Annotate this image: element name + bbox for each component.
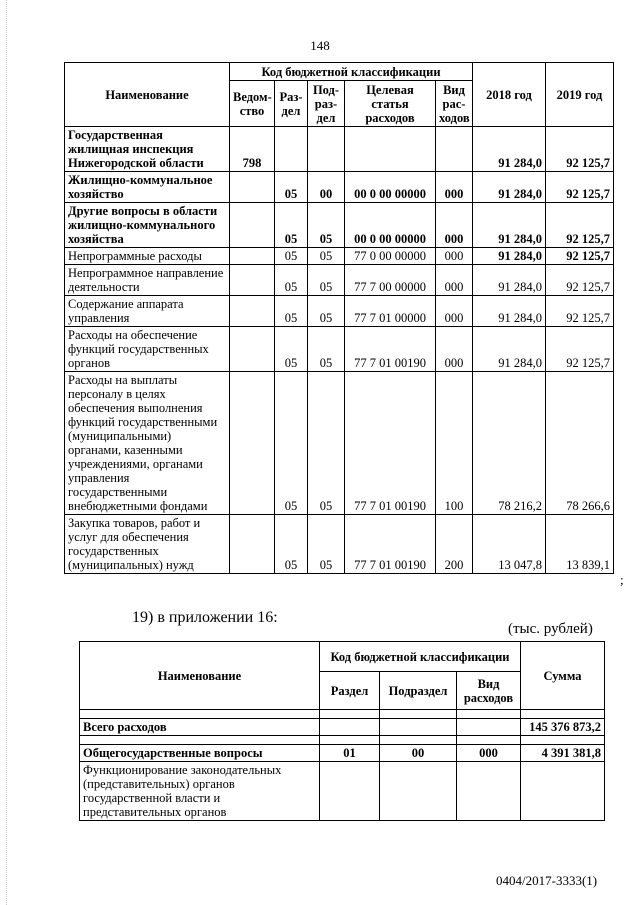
row-target: 77 0 00 00000 (345, 248, 436, 265)
table-row (65, 172, 614, 203)
row-2018: 13 047,8 (473, 515, 546, 574)
row-dept (230, 248, 275, 265)
header-subsection: Под-раз-дел (308, 81, 345, 127)
row-section: 05 (275, 327, 308, 372)
row-name: Непрограммные расходы (65, 248, 230, 265)
table-row (65, 127, 614, 172)
row-section (320, 719, 380, 736)
row-2018: 91 284,0 (473, 248, 546, 265)
row-2018: 91 284,0 (473, 203, 546, 248)
row-exp-type: 200 (436, 515, 473, 574)
header-section: Раздел (320, 672, 380, 710)
row-section (320, 762, 380, 821)
row-2019: 92 125,7 (546, 327, 614, 372)
row-section (275, 127, 308, 172)
spacer-row (80, 710, 605, 719)
header-2018: 2018 год (473, 63, 546, 127)
row-exp-type: 000 (436, 296, 473, 327)
header-exp-type: Вид расходов (457, 672, 521, 710)
table-row (65, 327, 614, 372)
row-dept (230, 265, 275, 296)
row-exp-type: 000 (457, 745, 521, 762)
row-exp-type: 000 (436, 265, 473, 296)
row-subsection (380, 719, 457, 736)
row-2019: 92 125,7 (546, 172, 614, 203)
row-2019: 92 125,7 (546, 248, 614, 265)
page-number: 148 (310, 38, 330, 53)
table-row (65, 372, 614, 515)
row-exp-type: 000 (436, 327, 473, 372)
trailing-semicolon: ; (620, 572, 624, 587)
header-subsection: Подраздел (380, 672, 457, 710)
row-exp-type (436, 127, 473, 172)
table-row (80, 762, 605, 821)
row-section: 05 (275, 248, 308, 265)
row-subsection: 05 (308, 515, 345, 574)
row-name: Расходы на выплаты персоналу в целях обеспечения выполнения функций государственными (муниципальными) органами, казенными учреждениями, органами управления государственными внебюджетными фондами (65, 372, 230, 515)
document-code: 0404/2017-3333(1) (496, 873, 598, 888)
row-exp-type: 000 (436, 172, 473, 203)
row-section: 05 (275, 172, 308, 203)
row-name: Всего расходов (80, 719, 320, 736)
row-name: Жилищно-коммунальное хозяйство (65, 172, 230, 203)
header-name: Наименование (80, 642, 320, 710)
row-subsection: 00 (380, 745, 457, 762)
table-row (65, 203, 614, 248)
row-subsection: 05 (308, 372, 345, 515)
row-sum (521, 762, 605, 821)
row-2019: 92 125,7 (546, 203, 614, 248)
spacer-row (80, 736, 605, 745)
row-subsection: 05 (308, 327, 345, 372)
row-subsection: 05 (308, 296, 345, 327)
row-name: Общегосударственные вопросы (80, 745, 320, 762)
row-exp-type: 100 (436, 372, 473, 515)
row-target: 77 7 00 00000 (345, 265, 436, 296)
row-exp-type (457, 762, 521, 821)
annex-title: 19) в приложении 16: (132, 609, 278, 626)
row-section: 05 (275, 265, 308, 296)
row-dept (230, 203, 275, 248)
row-name: Расходы на обеспечение функций государственных органов (65, 327, 230, 372)
row-section: 05 (275, 203, 308, 248)
row-subsection: 05 (308, 203, 345, 248)
row-subsection: 05 (308, 248, 345, 265)
table-row (65, 248, 614, 265)
header-2019: 2019 год (546, 63, 614, 127)
row-section: 05 (275, 296, 308, 327)
header-code-group: Код бюджетной классификации (320, 642, 521, 672)
budget-table-annex-15 (64, 62, 614, 574)
row-target: 00 0 00 00000 (345, 203, 436, 248)
row-target: 77 7 01 00190 (345, 515, 436, 574)
header-sum: Сумма (521, 642, 605, 710)
row-dept: 798 (230, 127, 275, 172)
table-row (65, 515, 614, 574)
row-section: 05 (275, 372, 308, 515)
row-exp-type (457, 719, 521, 736)
header-name: Наименование (65, 63, 230, 127)
row-sum: 145 376 873,2 (521, 719, 605, 736)
row-2018: 91 284,0 (473, 296, 546, 327)
row-2019: 92 125,7 (546, 127, 614, 172)
header-code-group: Код бюджетной классификации (230, 63, 473, 81)
scan-margin-line (6, 0, 8, 905)
header-dept: Ведом-ство (230, 81, 275, 127)
row-dept (230, 172, 275, 203)
row-2018: 91 284,0 (473, 265, 546, 296)
table-row (80, 719, 605, 736)
units-label: (тыс. рублей) (508, 621, 593, 637)
row-subsection (380, 762, 457, 821)
row-name: Закупка товаров, работ и услуг для обеспечения государственных (муниципальных) нужд (65, 515, 230, 574)
row-subsection: 05 (308, 265, 345, 296)
row-dept (230, 296, 275, 327)
row-dept (230, 372, 275, 515)
row-2019: 78 266,6 (546, 372, 614, 515)
row-dept (230, 515, 275, 574)
table-row (65, 265, 614, 296)
header-target: Целевая статья расходов (345, 81, 436, 127)
row-target: 77 7 01 00190 (345, 327, 436, 372)
row-target: 77 7 01 00190 (345, 372, 436, 515)
row-2019: 13 839,1 (546, 515, 614, 574)
row-section: 05 (275, 515, 308, 574)
table-row (80, 745, 605, 762)
row-sum: 4 391 381,8 (521, 745, 605, 762)
row-dept (230, 327, 275, 372)
row-2018: 91 284,0 (473, 172, 546, 203)
row-2018: 91 284,0 (473, 327, 546, 372)
row-2019: 92 125,7 (546, 296, 614, 327)
row-subsection (308, 127, 345, 172)
row-name: Функционирование законодательных (представительных) органов государственной власти и представительных органов (80, 762, 320, 821)
row-target: 77 7 01 00000 (345, 296, 436, 327)
row-exp-type: 000 (436, 203, 473, 248)
row-subsection: 00 (308, 172, 345, 203)
row-2019: 92 125,7 (546, 265, 614, 296)
row-name: Непрограммное направление деятельности (65, 265, 230, 296)
row-exp-type: 000 (436, 248, 473, 265)
row-2018: 91 284,0 (473, 127, 546, 172)
header-exp-type: Вид рас-ходов (436, 81, 473, 127)
header-section: Раз-дел (275, 81, 308, 127)
row-name: Содержание аппарата управления (65, 296, 230, 327)
table-row (65, 296, 614, 327)
budget-table-annex-16 (79, 641, 605, 821)
row-name: Другие вопросы в области жилищно-коммунального хозяйства (65, 203, 230, 248)
row-name: Государственная жилищная инспекция Нижегородской области (65, 127, 230, 172)
row-section: 01 (320, 745, 380, 762)
row-target: 00 0 00 00000 (345, 172, 436, 203)
row-target (345, 127, 436, 172)
row-2018: 78 216,2 (473, 372, 546, 515)
